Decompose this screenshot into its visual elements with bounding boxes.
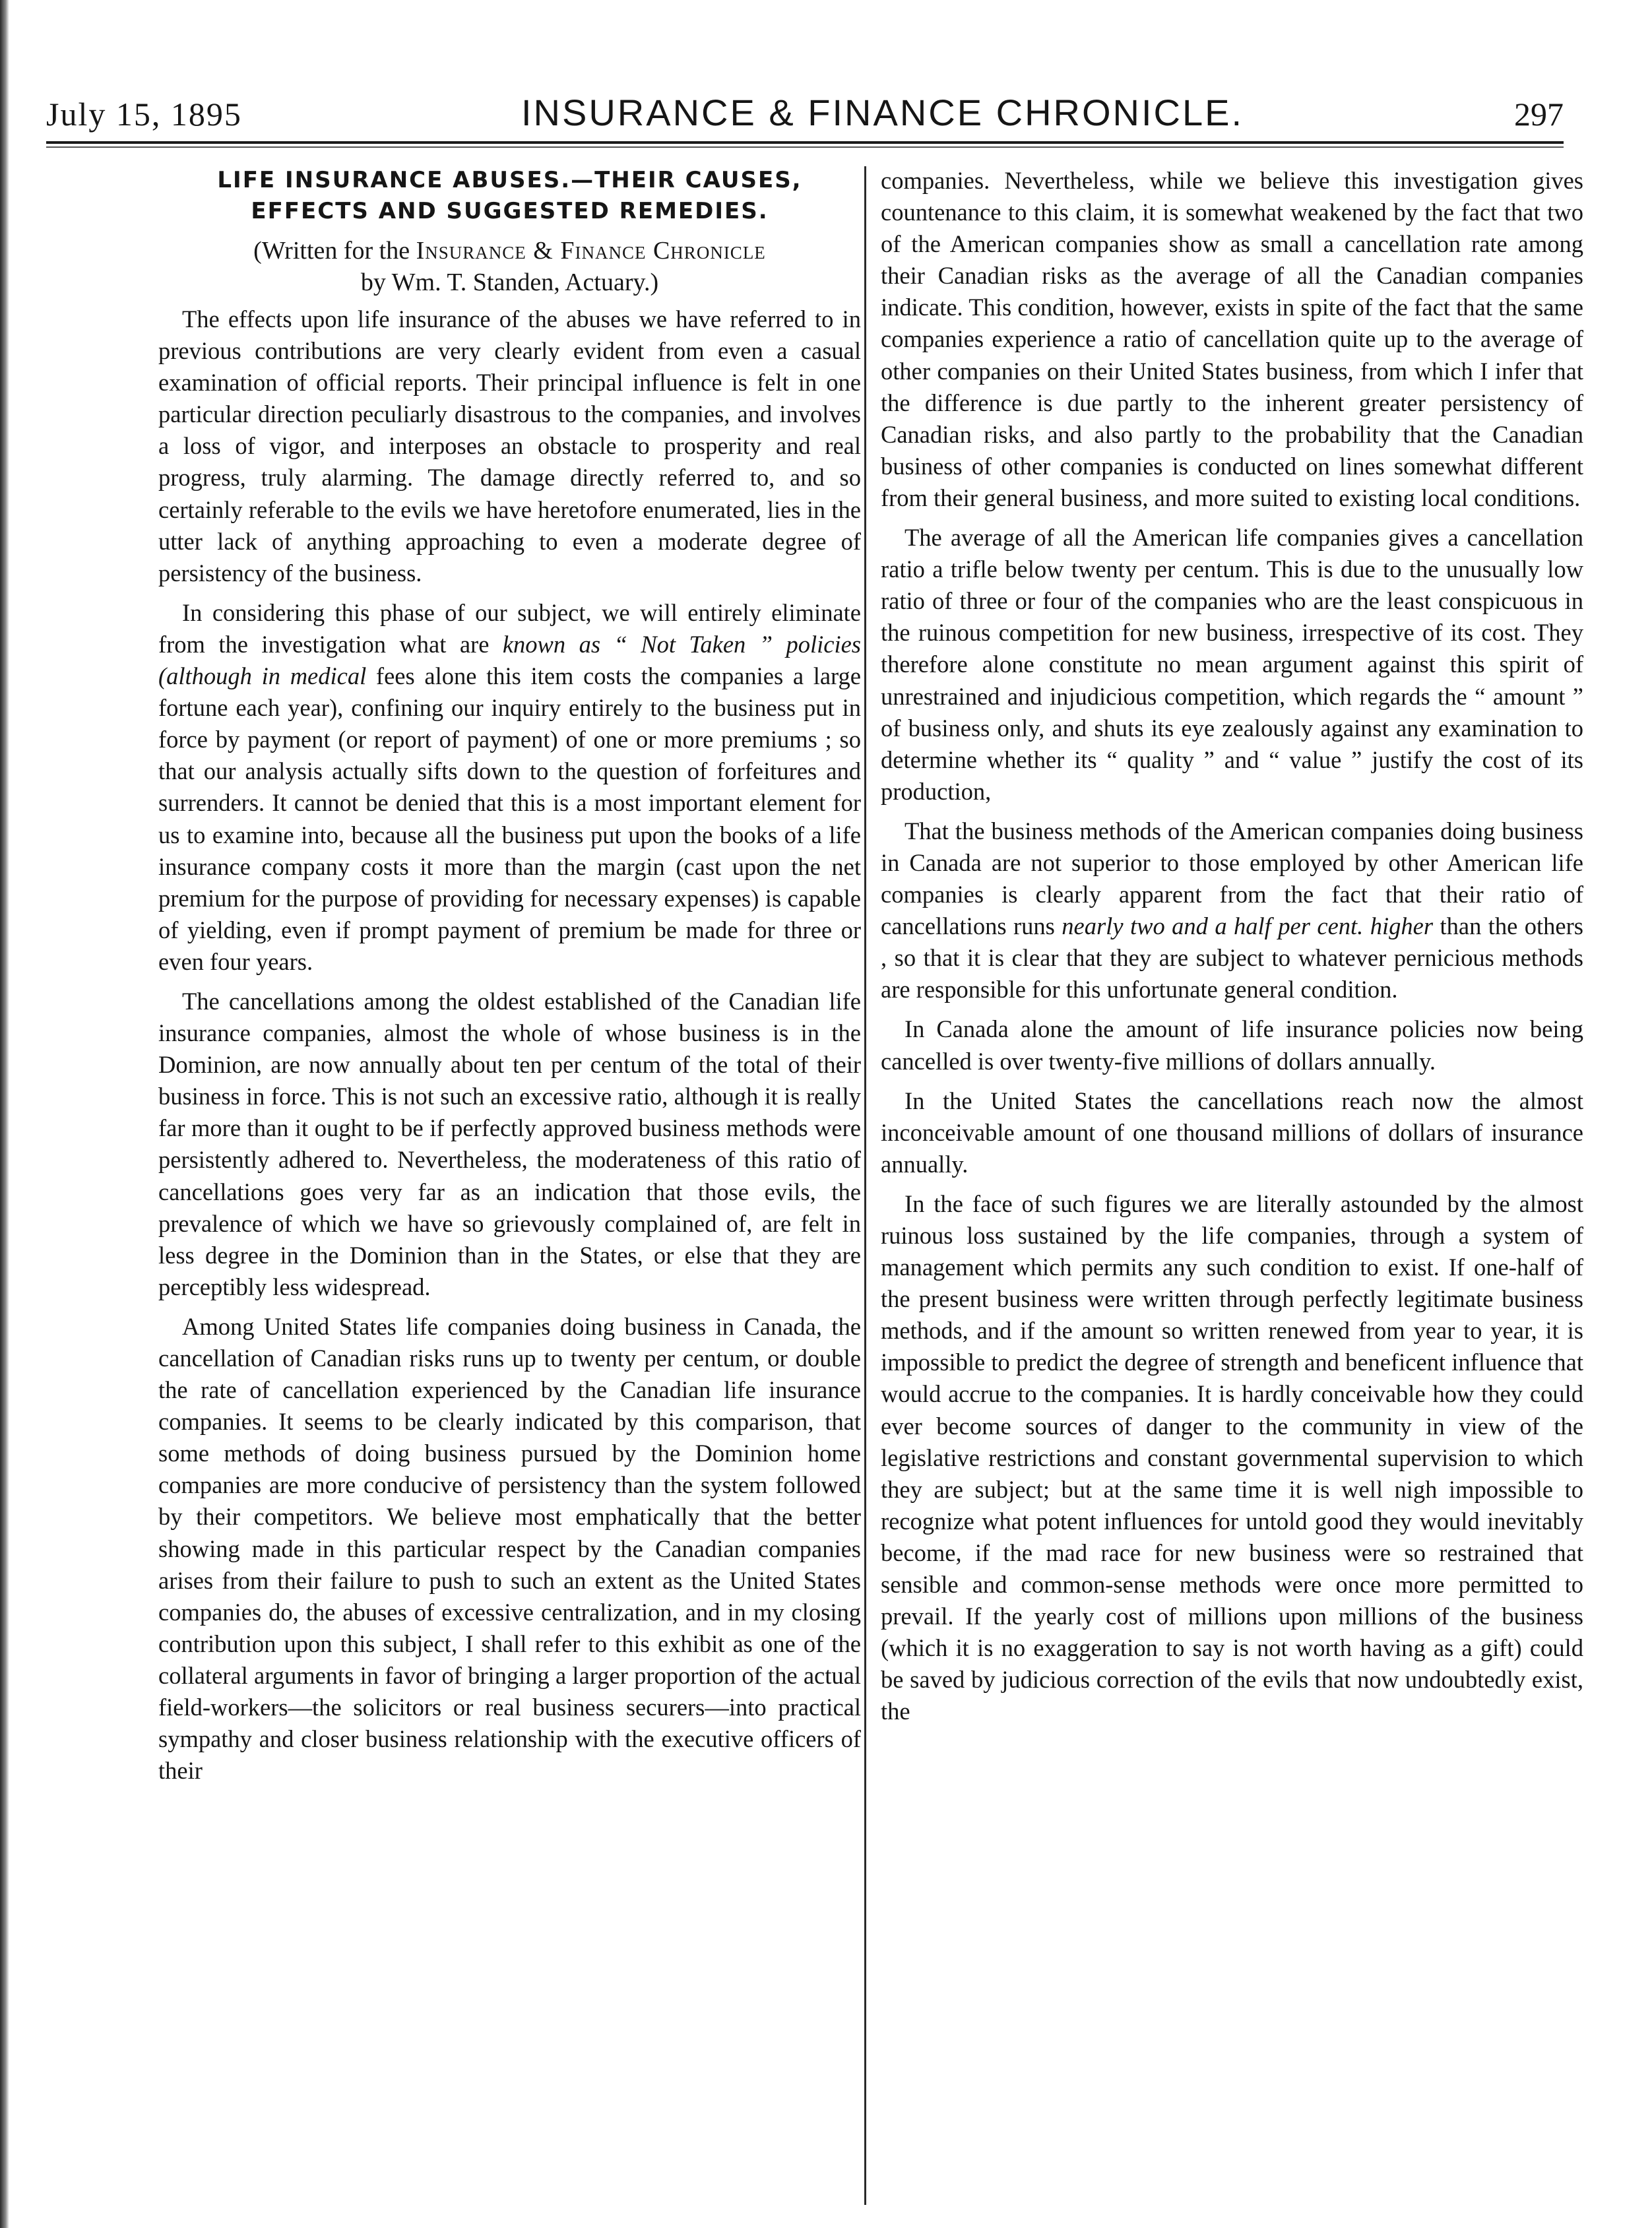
paragraph (881, 815, 1583, 1006)
paragraph: The effects upon life insurance of the abuses we have referred to in previous contributions are very clearly evident from even a casual examination of official reports. Their principal influence is felt in one particular direction peculiarly disastrous to the companies, and involves a loss of vigor, and interposes an obstacle to prosperity and real progress, truly alarming. The damage directly referred to, and so certainly referable to the evils we have heretofore enumerated, lies in the utter lack of anything approaching to even a moderate degree of persistency of the business. (158, 305, 861, 587)
left-column (158, 165, 861, 1795)
paragraph: In Canada alone the amount of life insurance policies now being cancelled is over twenty-five millions of dollars annually. (881, 1015, 1583, 1075)
header-page-number: 297 (1514, 96, 1564, 133)
paragraph-text: than the others , so that it is clear that they are subject to whatever pernicious methods are responsible for this unfortunate general condition. (881, 912, 1583, 1003)
article-byline (158, 235, 861, 298)
paragraph (158, 597, 861, 978)
paragraph: In the face of such figures we are literally astounded by the almost ruinous loss sustained by the life companies, through a system of management which permits any such condition to exist. If one-half of the present business were written through perfectly legitimate business methods, and if the amount so written renewed from year to year, it is impossible to predict the degree of strength and beneficent influence that would accrue to the companies. It is hardly conceivable how they could ever become sources of danger to the community in view of the legislative restrictions and constant governmental supervision to which they are subject; but at the same time it is well nigh impossible to recognize what potent influences for untold good they would inevitably become, if the mad race for new business were so restrained that sensible and common-sense methods were once more permitted to prevail. If the yearly cost of millions upon millions of the business (which it is no exaggeration to say is not worth having as a gift) could be saved by judicious correction of the evils that now undoubtedly exist, the (881, 1190, 1583, 1725)
article-title-line-2: EFFECTS AND SUGGESTED REMEDIES. (251, 198, 769, 224)
byline-line-1 (158, 235, 861, 267)
byline-publication: Insurance & Finance Chronicle (416, 237, 766, 265)
paragraph-continued: companies. Nevertheless, while we believe this investigation gives countenance to this claim, it is somewhat weakened by the fact that two of the American companies show as small a cancellation rate among their Canadian risks as the average of all the Canadian companies indicate. This condition, however, exists in spite of the fact that the same companies experience a ratio of cancellation quite up to the average of other companies on their United States business, from which I infer that the difference is due partly to the inherent greater persistency of Canadian risks, and also partly to the probability that the Canadian business of other companies is conducted on lines somewhat different from their general business, and more suited to existing local conditions. (881, 167, 1583, 511)
italic-text: known as “ Not Taken ” policies (although in medical (158, 630, 862, 690)
italic-text: nearly two and a half per cent. higher (1062, 912, 1434, 940)
paragraph: The cancellations among the oldest established of the Canadian life insurance companies, almost the whole of whose business is in the Dominion, are now annually about ten per centum of the total of their business in force. This is not such an excessive ratio, although it is really far more than it ought to be if perfectly approved business methods were persistently adhered to. Nevertheless, the moderateness of this ratio of cancellations goes very far as an indication that those evils, the prevalence of which we have so grievously complained of, are felt in less degree in the Dominion than in the States, or else that they are perceptibly less widespread. (158, 987, 861, 1300)
running-head (46, 91, 1564, 137)
scan-edge-shadow (0, 0, 9, 2228)
paragraph: Among United States life companies doing business in Canada, the cancellation of Canadian risks runs up to twenty per centum, or double the rate of cancellation experienced by the Canadian life insurance companies. It seems to be clearly indicated by this comparison, that some methods of doing business pursued by the Dominion home companies are more conducive of persistency than the system followed by their competitors. We believe most emphatically that the better showing made in this particular respect by the Canadian companies arises from their failure to push to such an extent as the United States companies do, the abuses of excessive centralization, and in my closing contribution upon this subject, I shall refer to this exhibit as one of the collateral arguments in favor of bringing a larger proportion of the actual field-workers—the solicitors or real business securers—into practical sympathy and closer business relationship with the executive officers of their (158, 1312, 861, 1785)
header-rule (46, 141, 1564, 144)
header-rule-thin (46, 146, 1564, 148)
article-title-line-1: LIFE INSURANCE ABUSES.—THEIR CAUSES, (217, 167, 802, 193)
header-date: July 15, 1895 (46, 96, 242, 133)
article-title (158, 165, 861, 227)
paragraph-text: fees alone this item costs the companies a large fortune each year), confining our inquiry entirely to the business put in force by payment (or report of payment) of one or more premiums ; so that our analysis actually sifts down to the question of forfeitures and surrenders. It cannot be denied that this is a most important element for us to examine into, because all the business put upon the books of a life insurance company costs it more than the margin (cast upon the net premium for the purpose of providing for necessary expenses) is capable of yielding, even if prompt payment of premium be made for three or even four years. (158, 662, 862, 975)
right-column (881, 165, 1583, 1736)
paragraph: The average of all the American life companies gives a cancellation ratio a trifle below twenty per centum. This is due to the unusually low ratio of three or four of the companies who are the least conspicuous in the ruinous competition for new business, irrespective of its cost. They therefore alone constitute no mean argument against this spirit of unrestrained and injudicious competition, which regards the “ amount ” of business only, and shuts its eye zealously against any examination to determine whether its “ quality ” and “ value ” justify the cost of its production, (881, 524, 1583, 805)
header-publication-title: INSURANCE & FINANCE CHRONICLE. (521, 92, 1244, 133)
paragraph-text: That the business methods of the American companies doing business in Canada are not superior to those employed by other American life companies is clearly apparent from the fact that their ratio of cancellations runs (881, 817, 1583, 940)
byline-prefix: (Written for the (253, 237, 416, 265)
paragraph-text: In considering this phase of our subject, we will entirely eliminate from the investigation what are (158, 598, 861, 658)
byline-line-2: by Wm. T. Standen, Actuary.) (360, 269, 659, 296)
paragraph: In the United States the cancellations reach now the almost inconceivable amount of one thousand millions of dollars of insurance annually. (881, 1087, 1583, 1178)
column-divider (864, 166, 866, 2205)
